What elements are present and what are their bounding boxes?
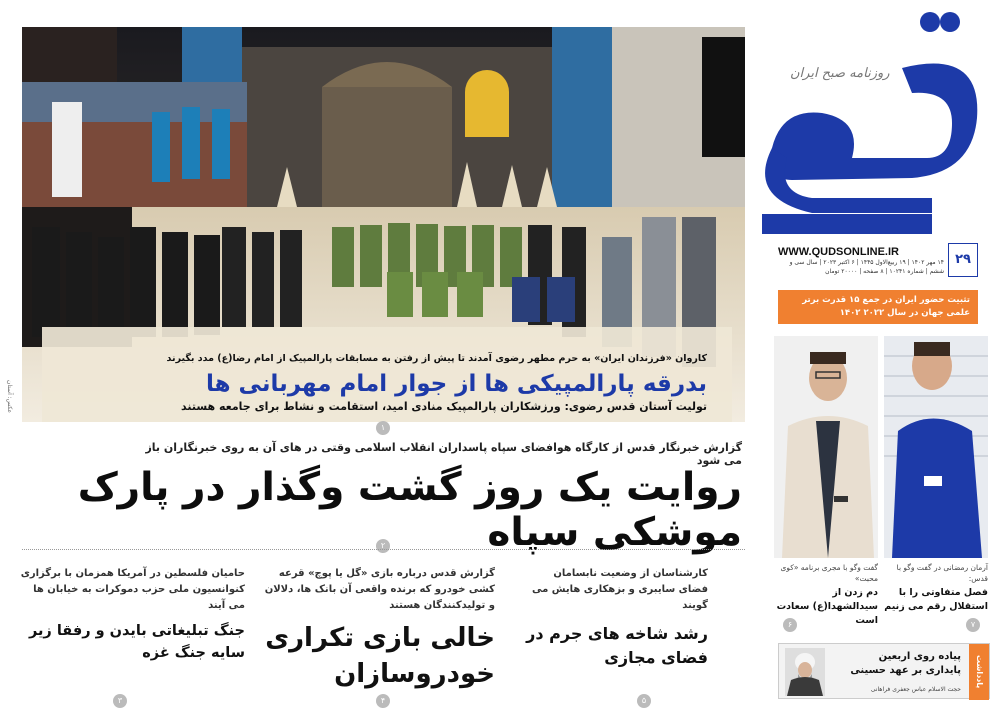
column-cyber-crime-page-ref[interactable]: ۵ <box>637 694 651 708</box>
portrait-football-player[interactable] <box>884 336 988 558</box>
host-page-ref[interactable]: ۶ <box>783 618 797 632</box>
masthead <box>752 8 990 240</box>
column-title[interactable]: جنگ تبلیغاتی بایدن و رفقا زیر سایه جنگ غزه <box>28 623 245 661</box>
column-kicker: کارشناسان از وضعیت نابسامان فضای سایبری و بزهکاری هایش می گویند <box>531 568 708 611</box>
column-title[interactable]: خالی بازی تکراری خودروسازان <box>265 623 495 689</box>
promo-banner[interactable]: تثبیت حضور ایران در جمع ۱۵ قدرت برتر علمی جهان در سال ۲۰۲۲ ۱۴۰۲ <box>778 290 978 324</box>
column-car-lottery-page-ref[interactable]: ۴ <box>376 694 390 708</box>
portrait-football-caption <box>884 562 988 614</box>
portrait-caption-small: گفت وگو با مجری برنامه «کوی محبت» <box>780 563 878 583</box>
lead-photo-caption <box>57 351 707 417</box>
portrait-tv-host[interactable] <box>774 336 878 558</box>
photo-credit: عکس: آستان <box>6 380 13 414</box>
column-gaza-biden-page-ref[interactable]: ۳ <box>113 694 127 708</box>
lead-photo-headline[interactable]: بدرقه پارالمپیکی ها از جوار امام مهربانی ها <box>205 371 707 397</box>
main-story-page-ref[interactable]: ۲ <box>376 539 390 553</box>
column-gaza-biden[interactable] <box>20 566 245 664</box>
portrait-caption-title[interactable]: دم زدن از سیدالشهدا(ع) سعادت است <box>776 587 878 626</box>
note-title[interactable]: پیاده روی اربعین پایداری بر عهد حسینی <box>850 651 961 676</box>
football-page-ref[interactable]: ۷ <box>966 618 980 632</box>
masthead-tagline: روزنامه صبح ایران <box>790 66 890 81</box>
issue-meta: ۱۴ مهر ۱۴۰۲ | ۱۹ ربیع‌الاول ۱۴۴۵ | ۶ اکتبر ۲۰۲۳ | سال سی و ششم | شماره ۱۰۲۴۱ | ۸ صفحه | ۲۰۰۰۰ تومان <box>789 259 944 275</box>
note-author: حجت الاسلام عباس جعفری فراهانی <box>870 686 961 693</box>
interview-portraits <box>773 336 988 638</box>
column-car-lottery[interactable] <box>260 566 495 692</box>
portrait-caption-small: آرمان رمضانی در گفت وگو با قدس: <box>896 563 988 583</box>
lead-photo-subhead: تولیت آستان قدس رضوی: ورزشکاران پارالمپیک منادی امید، استقامت و نشاط برای جامعه هستند <box>181 400 707 413</box>
lead-photo[interactable] <box>22 27 745 422</box>
tv-host-photo <box>774 336 878 558</box>
column-kicker: حامیان فلسطین در آمریکا همزمان با برگزاری کنوانسیون ملی حزب دموکرات به خیابان ها می آیند <box>20 568 245 611</box>
lead-photo-kicker: کاروان «فرزندان ایران» به حرم مطهر رضوی آمدند تا پیش از رفتن به مسابقات پارالمپیک از امام رضا(ع) مدد بگیرند <box>166 353 707 364</box>
column-cyber-crime[interactable] <box>523 566 708 670</box>
note-box[interactable] <box>778 643 990 699</box>
footballer-photo <box>884 336 988 558</box>
site-url[interactable]: WWW.QUDSONLINE.IR <box>778 246 899 258</box>
main-story-headline[interactable]: روایت یک روز گشت وگذار در پارک موشکی سپاه <box>77 465 742 555</box>
newspaper-logo <box>752 8 990 240</box>
main-story-kicker: گزارش خبرنگار قدس از کارگاه هوافضای سپاه پاسداران انقلاب اسلامی وقتی در های آن به روی خبرنگاران باز می شود <box>145 441 742 467</box>
section-divider <box>22 549 745 550</box>
note-tag: یادداشت <box>969 644 989 700</box>
issue-number: ۲۹ <box>955 252 971 267</box>
photo-story-page-ref[interactable]: ۱ <box>376 421 390 435</box>
column-kicker: گزارش قدس درباره بازی «گل یا پوچ» قرعه کشی خودرو که برنده واقعی آن بانک ها، دلالان و تولیدکنندگان هستند <box>264 568 495 611</box>
author-avatar <box>785 648 825 696</box>
portrait-caption-title[interactable]: فصل متفاوتی را با استقلال رقم می زنیم <box>884 587 988 612</box>
issue-number-box <box>948 243 978 277</box>
column-title[interactable]: رشد شاخه های جرم در فضای مجازی <box>526 624 708 667</box>
